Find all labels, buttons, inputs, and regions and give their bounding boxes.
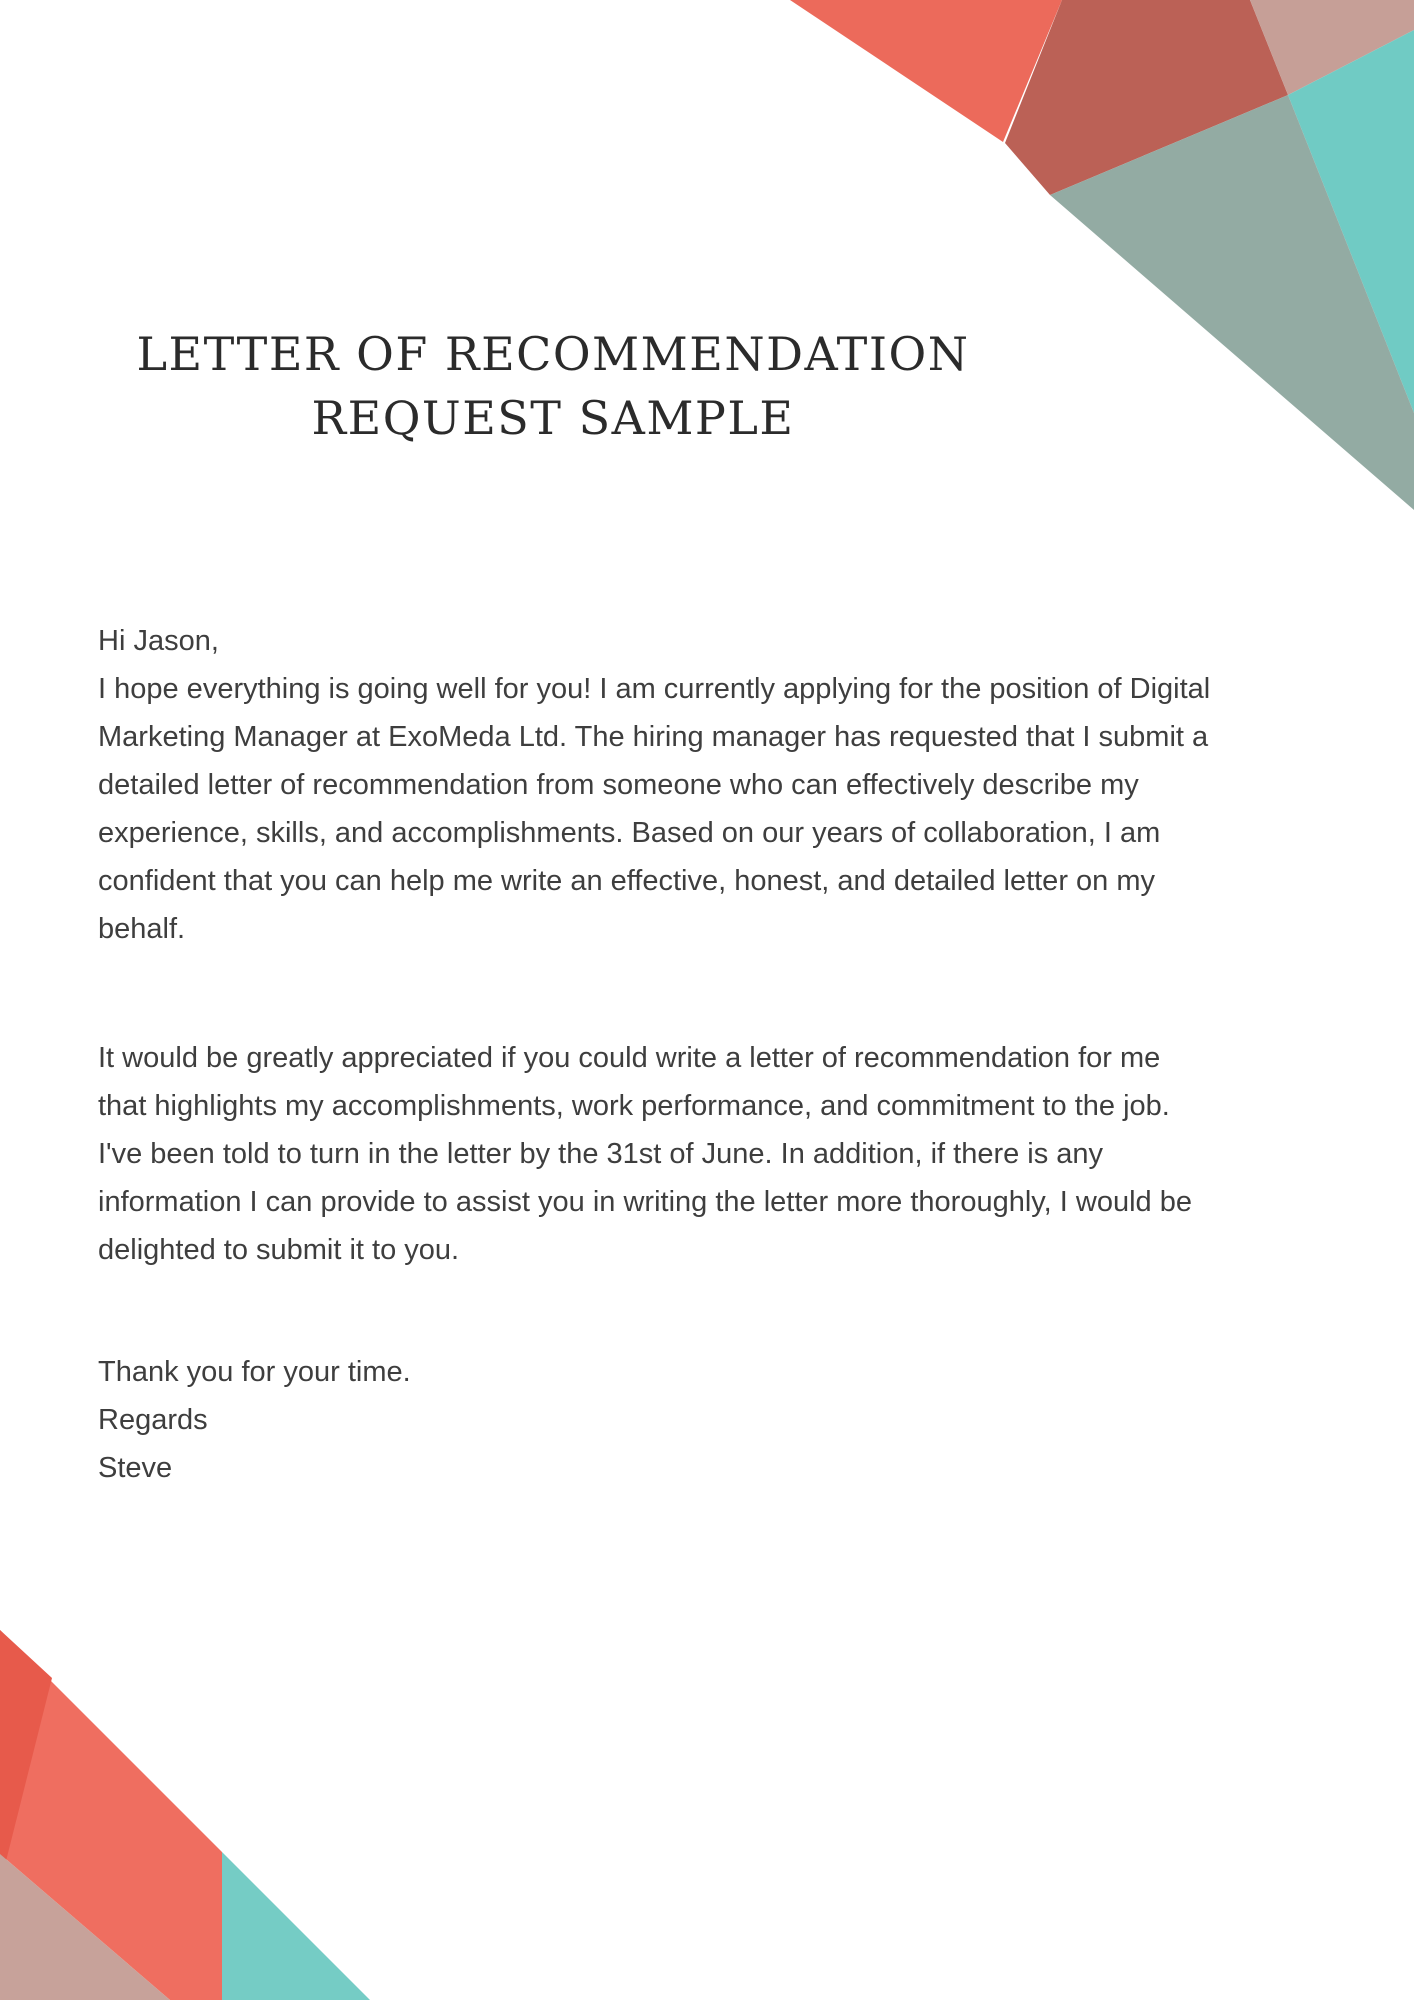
letter-line: Thank you for your time. [98, 1356, 411, 1388]
letter-line: detailed letter of recommendation from someone who can effectively describe my [98, 769, 1139, 801]
document-title [95, 322, 1011, 450]
bottom-left-darkred-triangle [0, 1630, 52, 1885]
bottom-left-teal-triangle [222, 1852, 370, 2000]
top-right-pink-quad [1250, 0, 1414, 95]
letter-line: experience, skills, and accomplishments. Based on our years of collaboration, I am [98, 817, 1161, 849]
letter-line: Regards [98, 1404, 208, 1436]
document-title-line-2: REQUEST SAMPLE [311, 391, 795, 445]
document-title-line-1: LETTER OF RECOMMENDATION [136, 327, 970, 381]
top-right-coral-triangle [790, 0, 1062, 142]
letter-line: that highlights my accomplishments, work performance, and commitment to the job. [98, 1090, 1170, 1122]
bottom-left-mauve-triangle [0, 1854, 170, 2000]
letter-line: Marketing Manager at ExoMeda Ltd. The hiring manager has requested that I submit a [98, 721, 1209, 753]
letter-line: It would be greatly appreciated if you could write a letter of recommendation for me [98, 1042, 1161, 1074]
top-right-brick-polygon [1005, 0, 1288, 195]
letter-line: Steve [98, 1452, 173, 1484]
letter-line: delighted to submit it to you. [98, 1234, 460, 1266]
letter-line: confident that you can help me write an effective, honest, and detailed letter on my [98, 865, 1155, 897]
letter-line: Hi Jason, [98, 625, 219, 657]
letter-line: I've been told to turn in the letter by the 31st of June. In addition, if there is any [98, 1138, 1104, 1170]
top-right-teal-triangle [1288, 30, 1414, 413]
bottom-left-coral-band [0, 1630, 222, 2000]
top-right-sage-wedge [1050, 95, 1414, 510]
letter-line: I hope everything is going well for you! I am currently applying for the position of Digital [98, 673, 1211, 705]
letter-line: information I can provide to assist you in writing the letter more thoroughly, I would be [98, 1186, 1192, 1218]
letter-paragraph-request [98, 1034, 1278, 1274]
letter-line: behalf. [98, 913, 186, 945]
letter-paragraph-closing [98, 1348, 1278, 1492]
letter-paragraph-opening [98, 617, 1278, 953]
